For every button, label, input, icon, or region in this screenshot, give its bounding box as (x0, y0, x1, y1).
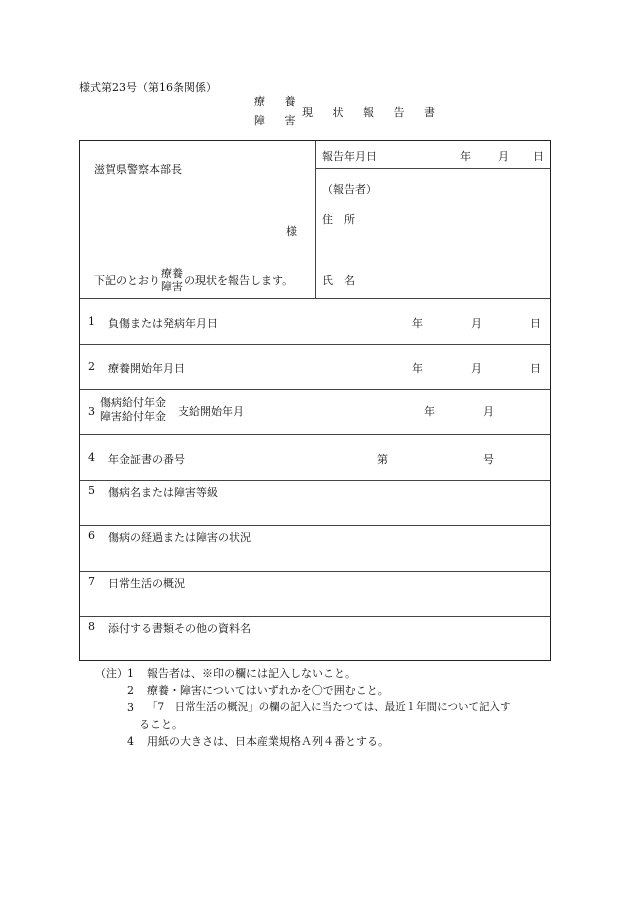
statement-suffix: の現状を報告します。 (184, 274, 294, 287)
item-year: 年 (412, 317, 423, 330)
item-number: 8 (88, 620, 95, 633)
item-label-suffix: 支給開始年月 (178, 405, 244, 418)
statement-choice-top: 療養 (161, 267, 183, 280)
item-label: 療養開始年月日 (108, 362, 185, 375)
item-label: 傷病の経過または障害の状況 (108, 531, 251, 544)
item-number: 3 (88, 405, 95, 418)
certificate-prefix: 第 (377, 453, 388, 466)
top-divider (315, 141, 316, 298)
item-label: 負傷または発病年月日 (108, 317, 218, 330)
item-number: 4 (88, 451, 95, 464)
note-number: 1 (127, 667, 134, 680)
certificate-suffix: 号 (483, 453, 494, 466)
item-number: 2 (88, 360, 95, 373)
item-year: 年 (424, 405, 435, 418)
item-month: 月 (471, 362, 482, 375)
notes-section (95, 665, 595, 748)
report-statement (94, 267, 293, 293)
report-date-label: 報告年月日 (322, 150, 377, 163)
item-label-choice (100, 396, 166, 424)
address-label: 住 所 (322, 213, 355, 226)
item-label: 年金証書の番号 (108, 453, 185, 466)
statement-choice-bottom: 障害 (161, 280, 183, 293)
item-label: 日常生活の概況 (108, 577, 185, 590)
item-month: 月 (483, 405, 494, 418)
item-day: 日 (530, 362, 541, 375)
item-label-choice-top: 傷病給付年金 (100, 396, 166, 409)
title-rest: 現 状 報 告 書 (302, 106, 443, 119)
title-choice-bottom: 障 害 (254, 114, 304, 127)
item-day: 日 (530, 317, 541, 330)
note-text: 報告者は、※印の欄には記入しないこと。 (147, 667, 356, 680)
note-text: 「7 日常生活の概況」の欄の記入に当たつては、最近１年間について記入す (147, 701, 511, 713)
row-line (80, 389, 550, 390)
form-number: 様式第23号（第16条関係） (79, 81, 217, 94)
title-choice-top: 療 養 (254, 95, 304, 108)
row-line (80, 616, 550, 617)
note-number: 2 (127, 684, 134, 697)
notes-heading: （注） (95, 667, 128, 680)
item-year: 年 (412, 362, 423, 375)
item-number: 6 (88, 529, 95, 542)
item-number: 1 (88, 315, 95, 328)
item-label: 傷病名または障害等級 (108, 486, 218, 499)
report-date-month: 月 (498, 150, 509, 163)
report-date-row-line (315, 168, 550, 169)
row-line (80, 344, 550, 345)
name-label: 氏 名 (322, 274, 355, 287)
report-form-table (79, 140, 551, 661)
row-line (80, 571, 550, 572)
row-line (80, 525, 550, 526)
note-text: 用紙の大きさは、日本産業規格Ａ列４番とする。 (147, 735, 389, 748)
item-label: 添付する書類その他の資料名 (108, 622, 251, 635)
item-number: 5 (88, 484, 95, 497)
item-month: 月 (471, 317, 482, 330)
note-number: 4 (127, 735, 134, 748)
note-number: 3 (127, 701, 134, 714)
report-date-day: 日 (533, 150, 544, 163)
note-text: 療養・障害についてはいずれかを〇で囲むこと。 (147, 684, 389, 697)
row-line (80, 480, 550, 481)
recipient: 滋賀県警察本部長 (94, 163, 182, 176)
item-number: 7 (88, 575, 95, 588)
note-text-continuation: ること。 (139, 718, 183, 731)
statement-prefix: 下記のとおり (94, 274, 160, 287)
row-line (80, 298, 550, 299)
item-label-choice-bottom: 障害給付年金 (100, 410, 166, 423)
statement-choice (161, 267, 183, 293)
title-choice (254, 96, 304, 126)
report-date-year: 年 (460, 150, 471, 163)
honorific: 様 (286, 225, 297, 238)
row-line (80, 434, 550, 435)
reporter-label: （報告者） (322, 183, 377, 196)
